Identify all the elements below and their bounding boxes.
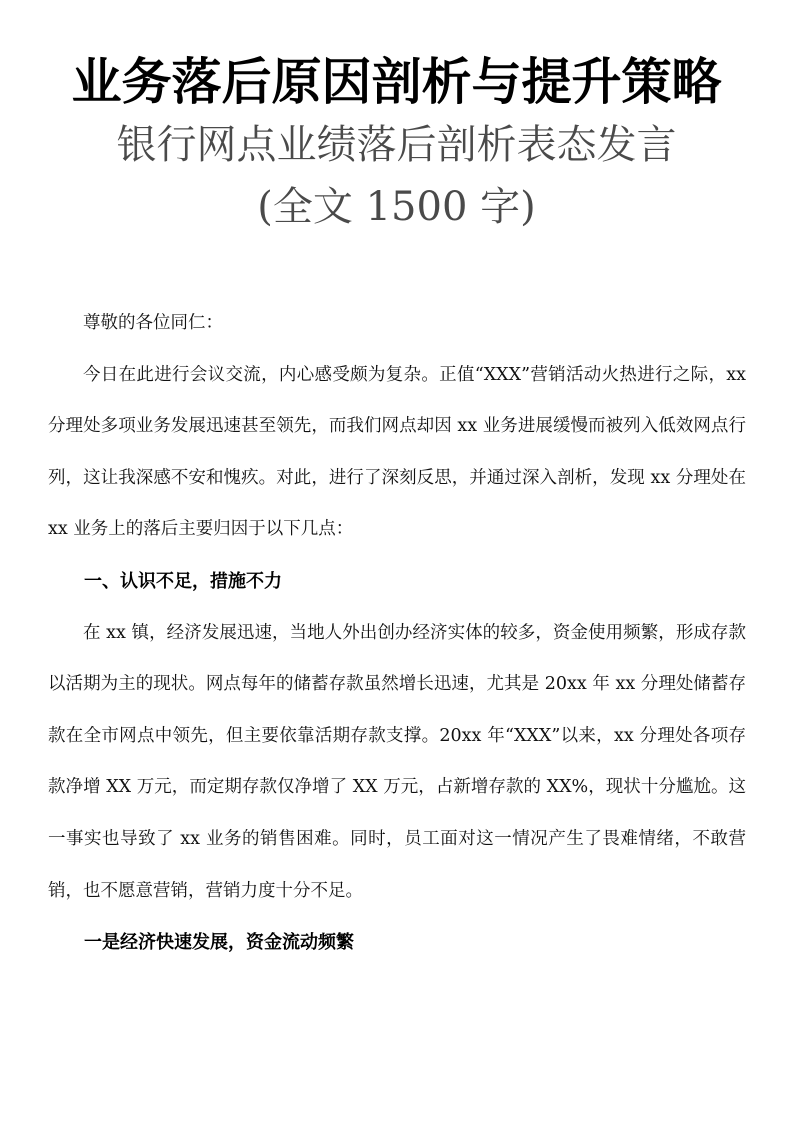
section-heading-1: 一、认识不足，措施不力 — [84, 570, 282, 592]
salutation: 尊敬的各位同仁： — [83, 313, 223, 333]
document-body — [48, 298, 746, 969]
word-count-note: (全文 1500 字) — [257, 184, 536, 230]
paragraph-intro: 今日在此进行会议交流，内心感受颇为复杂。正值“XXX”营销活动火热进行之际，xx 分理处多项业务发展迅速甚至领先，而我们网点却因 xx 业务进展缓慢而被列入低效网点行列，这让我深感不安和愧疚。对此，进行了深刻反思，并通过深入剖析，发现 xx 分理处在 xx 业务上的落后主要归因于以下几点： — [48, 364, 746, 540]
paragraph-section-1: 在 xx 镇，经济发展迅速，当地人外出创办经济实体的较多，资金使用频繁，形成存款以活期为主的现状。网点每年的储蓄存款虽然增长迅速，尤其是 20xx 年 xx 分理处储蓄存款在全市网点中领先，但主要依靠活期存款支撑。20xx 年“XXX”以来，xx 分理处各项存款净增 XX 万元，而定期存款仅净增了 XX 万元，占新增存款的 XX%，现状十分尴尬。这一事实也导致了 xx 业务的销售困难。同时，员工面对这一情况产生了畏难情绪，不敢营销，也不愿意营销，营销力度十分不足。 — [48, 622, 746, 901]
subsection-heading-1: 一是经济快速发展，资金流动频繁 — [84, 932, 354, 954]
document-subtitle: 银行网点业绩落后剖析表态发言 — [116, 122, 677, 168]
document-title: 业务落后原因剖析与提升策略 — [71, 52, 722, 111]
